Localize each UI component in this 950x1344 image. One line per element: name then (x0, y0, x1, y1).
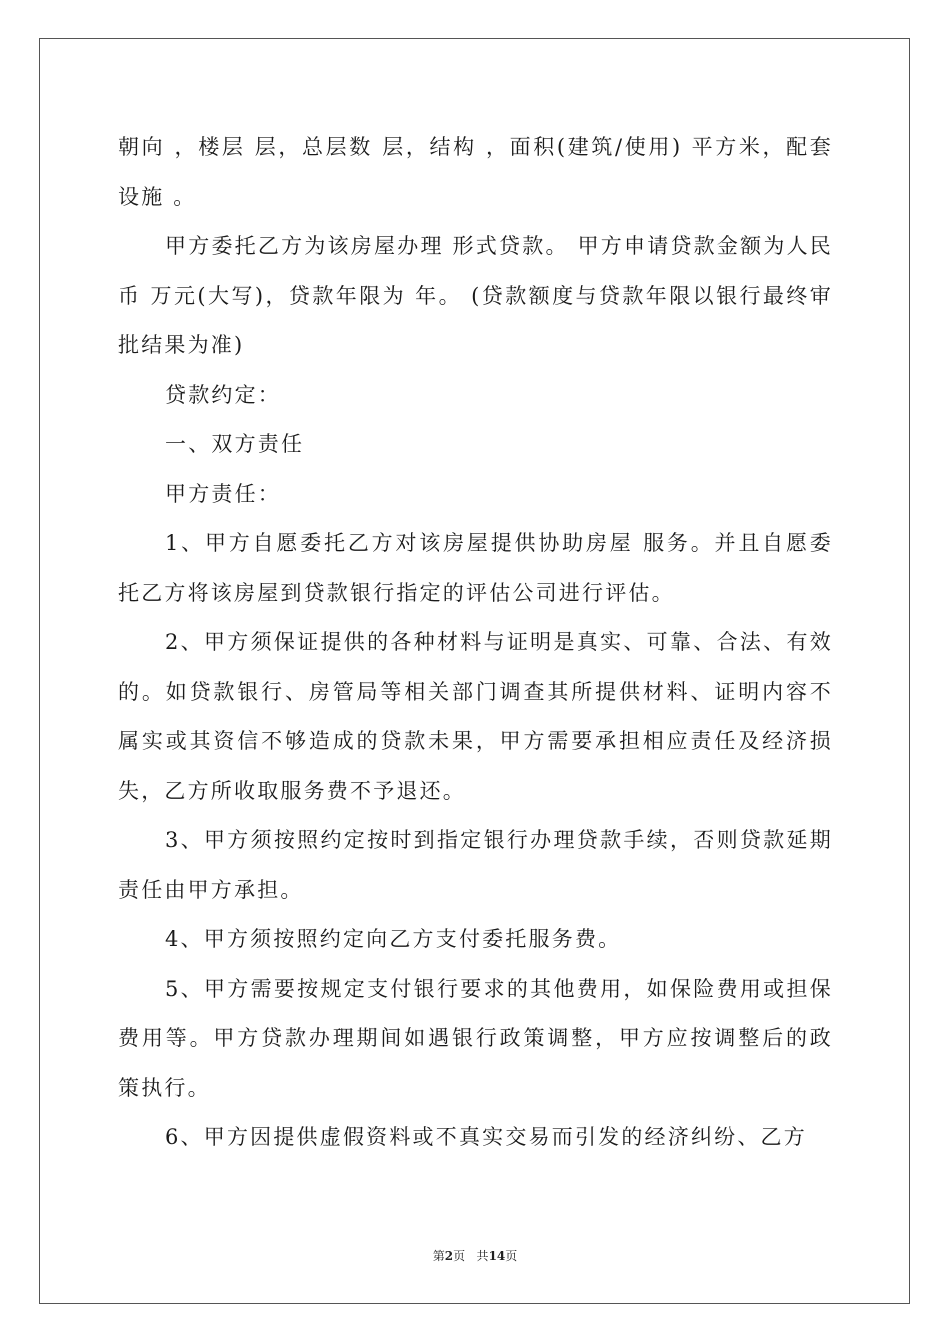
paragraph-2: 甲方委托乙方为该房屋办理 形式贷款。 甲方申请贷款金额为人民币 万元(大写)，贷款年限为 年。 (贷款额度与贷款年限以银行最终审批结果为准) (118, 234, 833, 357)
clause-3: 3、甲方须按照约定按时到指定银行办理贷款手续，否则贷款延期责任由甲方承担。 (118, 828, 833, 902)
clause-1: 1、甲方自愿委托乙方对该房屋提供协助房屋 服务。并且自愿委托乙方将该房屋到贷款银行指定的评估公司进行评估。 (118, 531, 833, 605)
paragraph-1: 朝向 ，楼层 层，总层数 层，结构 ，面积(建筑/使用) 平方米，配套设施 。 (118, 135, 833, 209)
section-heading: 一、双方责任 (165, 432, 305, 456)
page-number: 2 (444, 1249, 454, 1263)
clause-2: 2、甲方须保证提供的各种材料与证明是真实、可靠、合法、有效的。如贷款银行、房管局等相关部门调查其所提供材料、证明内容不属实或其资信不够造成的贷款未果，甲方需要承担相应责任及经济损失，乙方所收取服务费不予退还。 (118, 630, 833, 803)
page-prefix: 第 (432, 1249, 445, 1263)
page-footer (0, 1247, 950, 1264)
total-prefix: 共 (476, 1249, 489, 1263)
document-body (118, 123, 833, 1163)
subsection-heading: 甲方责任： (165, 481, 281, 506)
clause-4: 4、甲方须按照约定向乙方支付委托服务费。 (165, 927, 622, 951)
total-suffix: 页 (505, 1249, 518, 1263)
clause-5: 5、甲方需要按规定支付银行要求的其他费用，如保险费用或担保费用等。甲方贷款办理期间如遇银行政策调整，甲方应按调整后的政策执行。 (118, 976, 833, 1100)
clause-6: 6、甲方因提供虚假资料或不真实交易而引发的经济纠纷、乙方 (165, 1125, 807, 1149)
paragraph-3: 贷款约定： (165, 382, 281, 407)
total-pages: 14 (488, 1249, 506, 1263)
page-suffix: 页 (453, 1249, 466, 1263)
